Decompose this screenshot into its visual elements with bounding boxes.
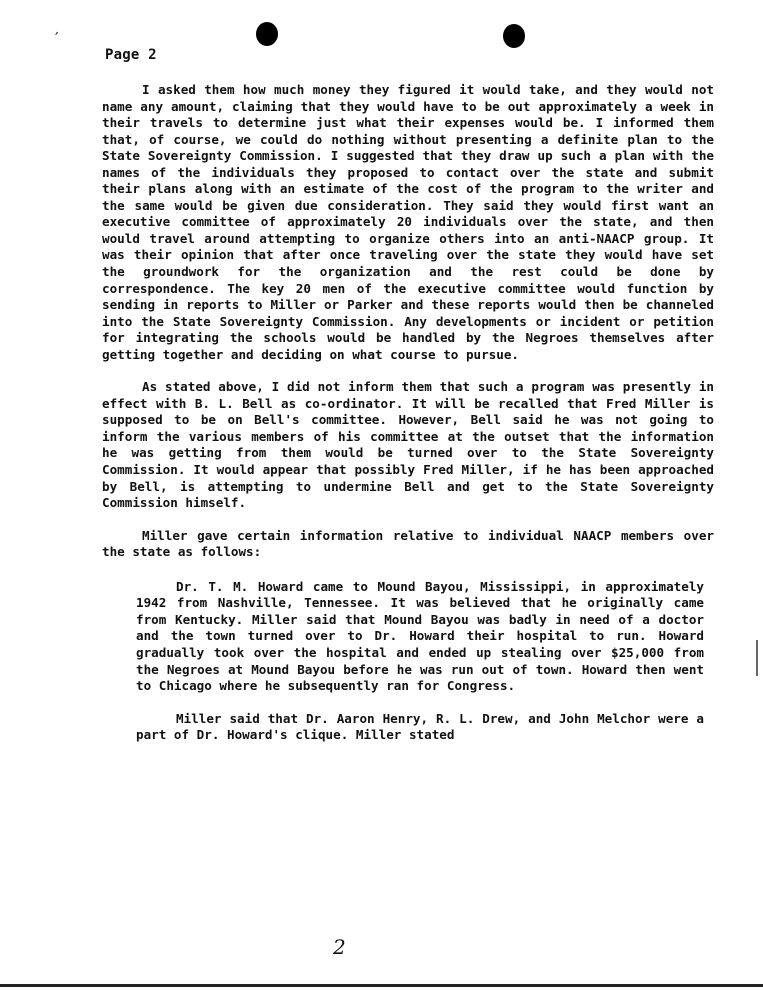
- punch-hole-left: [256, 22, 278, 46]
- handwritten-page-number: 2: [333, 935, 346, 959]
- scan-bottom-border: [0, 984, 763, 987]
- paragraph-howard-clique: Miller said that Dr. Aaron Henry, R. L. Drew, and John Melchor were a part of Dr. Howard's clique. Miller stated: [136, 710, 704, 743]
- punch-hole-right: [503, 24, 525, 48]
- paragraph-naacp-members-intro: Miller gave certain information relative to individual NAACP members over the state as follows:: [102, 527, 714, 560]
- document-body: [102, 82, 714, 744]
- stray-mark: ’: [49, 29, 61, 44]
- paragraph-howard: Dr. T. M. Howard came to Mound Bayou, Mississippi, in approximately 1942 from Nashville, Tennessee. It was believed that he originally came from Kentucky. Miller said that Mound Bayou was badly in need of a doctor and the town turned over to Dr. Howard their hospital to run. Howard gradually took over the hospital and ended up stealing over $25,000 from the Negroes at Mound Bayou before he was run out of town. Howard then went to Chicago where he subsequently ran for Congress.: [136, 578, 704, 694]
- paragraph-bell-program: As stated above, I did not inform them that such a program was presently in effect with B. L. Bell as co-ordinator. It will be recalled that Fred Miller is supposed to be on Bell's committee. However, Bell said he was not going to inform the various members of his committee at the outset that the information he was getting from them would be turned over to the State Sovereignty Commission. It would appear that possibly Fred Miller, if he has been approached by Bell, is attempting to undermine Bell and get to the State Sovereignty Commission himself.: [102, 379, 714, 511]
- page-label: Page 2: [105, 47, 157, 63]
- paragraph-money-discussion: I asked them how much money they figured it would take, and they would not name any amount, claiming that they would have to be out approximately a week in their travels to determine just what their expenses would be. I informed them that, of course, we could do nothing without presenting a definite plan to the State Sovereignty Commission. I suggested that they draw up such a plan with the names of the individuals they proposed to contact over the state and submit their plans along with an estimate of the cost of the program to the writer and the same would be given due consideration. They said they would first want an executive committee of approximately 20 individuals over the state, and then would travel around attempting to organize others into an anti-NAACP group. It was their opinion that after once traveling over the state they would have set the groundwork for the organization and the rest could be done by correspondence. The key 20 men of the executive committee would function by sending in reports to Miller or Parker and these reports would then be channeled into the State Sovereignty Commission. Any developments or incident or petition for integrating the schools would be handled by the Negroes themselves after getting together and deciding on what course to pursue.: [102, 82, 714, 362]
- scan-edge-mark: [756, 640, 758, 676]
